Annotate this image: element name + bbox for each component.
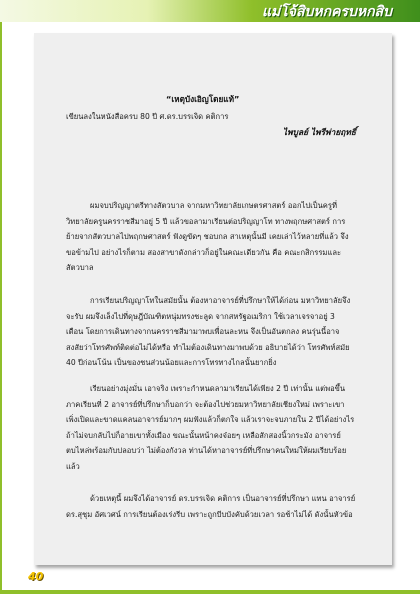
paragraph-line: ถ้าไม่จบกลับไปก็อายเขาทั้งเมือง ขณะนั้นหน้าคงจ๋อยๆ เหลือสักสองนิ้วกระมัง อาจารย์ (66, 430, 341, 440)
article-subtitle: เขียนลงในหนังสือครบ 80 ปี ศ.ดร.บรรเจิด คติการ (66, 112, 229, 121)
paragraph-line: ดร.สุชุม อัศเวศน์ การเรียนต้องเร่งรีบ เพราะถูกบีบบังคับด้วยเวลา รอช้าไม่ได้ ดังนั้นหัวข้อ (66, 509, 353, 519)
paragraph-line: การเรียนปริญญาโทในสมัยนั้น ต้องหาอาจารย์ที่ปรึกษาให้ได้ก่อน มหาวิทยาลัยจึง (90, 296, 351, 305)
paragraph-line: 40 ปีก่อนโน้น เป็นของชนส่วนน้อยและการโทรทางไกลนั้นยากยิ่ง (66, 358, 277, 367)
paragraph-line: เดือน โดยการเดินทางจากนครราชสีมามาพบเพื่อนละหน จึงเป็นอันตกลง คนรุ่นนี้อาจ (66, 327, 340, 336)
paragraph-4 (66, 491, 376, 522)
paragraph-line: ย้ายจากสัตวบาลไปพฤกษศาสตร์ ฟังดูขัดๆ ชอบกล สาเหตุนั้นมี เคยเล่าไว้หลายที่แล้ว จึง (66, 232, 349, 241)
paragraph-line: สงสัยว่าโทรศัพท์ติดต่อไม่ได้หรือ ทำไมต้องเดินทางมาพบด้วย อธิบายได้ว่า โทรศัพท์สมัย (66, 342, 350, 352)
paragraph-3 (66, 381, 376, 474)
paragraph-line: ขอข้ามไป อย่างไรก็ตาม สองสาขาดังกล่าวก็อยู่ในคณะเดียวกัน คือ คณะกสิกรรมและ (66, 247, 342, 257)
side-stripe (0, 22, 2, 594)
paragraph-line: ภาคเรียนที่ 2 อาจารย์ที่ปรึกษาก็บอกว่า จะต้องไปช่วยมหาวิทยาลัยเชียงใหม่ เพราะเขา (66, 399, 345, 409)
paragraph-line: จะรับ ผมจึงเล็งไปที่ดุษฎีบัณฑิตหนุ่มทรงชะลูด จากสหรัฐอเมริกา ใช้เวลาเจรจาอยู่ 3 (66, 311, 335, 321)
header-title: แม่โจ้สิบหกครบหกสิบ (261, 4, 392, 20)
paragraph-line: เพิ่งเปิดและขาดแคลนอาจารย์มากๆ ผมฟังแล้วก็ตกใจ แล้วเราจะจบภายใน 2 ปีได้อย่างไร (66, 415, 355, 424)
paragraph-2 (66, 293, 376, 371)
paragraph-line: ผมจบปริญญาตรีทางสัตวบาล จากมหาวิทยาลัยเกษตรศาสตร์ ออกไปเป็นครูที่ (90, 201, 337, 210)
article-author: ไพบูลย์ ไพรีพ่ายฤทธิ์ (282, 127, 356, 137)
paragraph-line: ด้วยเหตุนี้ ผมจึงได้อาจารย์ ดร.บรรเจิด คติการ เป็นอาจารย์ที่ปรึกษา แทน อาจารย์ (90, 494, 356, 503)
paragraph-1 (66, 198, 376, 276)
article-title: “เหตุบังเอิญโดยแท้” (166, 94, 240, 104)
header-band (0, 0, 420, 22)
paragraph-line: เรียนอย่างมุ่งมั่น เอาจริง เพราะกำหนดลามาเรียนได้เพียง 2 ปี เท่านั้น แต่พอขึ้น (90, 384, 346, 393)
footer-band (0, 590, 420, 594)
paragraph-line: สัตวบาล (66, 263, 94, 272)
paragraph-line: ตบไหล่พร้อมกับปลอบว่า ไม่ต้องกังวล ท่านได้หาอาจารย์ที่ปรึกษาคนใหม่ให้ผมเรียบร้อย (66, 446, 347, 455)
page-number: 40 (28, 570, 44, 583)
paragraph-line: แล้ว (66, 461, 80, 471)
paragraph-line: วิทยาลัยครูนครราชสีมาอยู่ 5 ปี แล้วขอลามาเรียนต่อปริญญาโท ทางพฤกษศาสตร์ การ (66, 216, 346, 226)
